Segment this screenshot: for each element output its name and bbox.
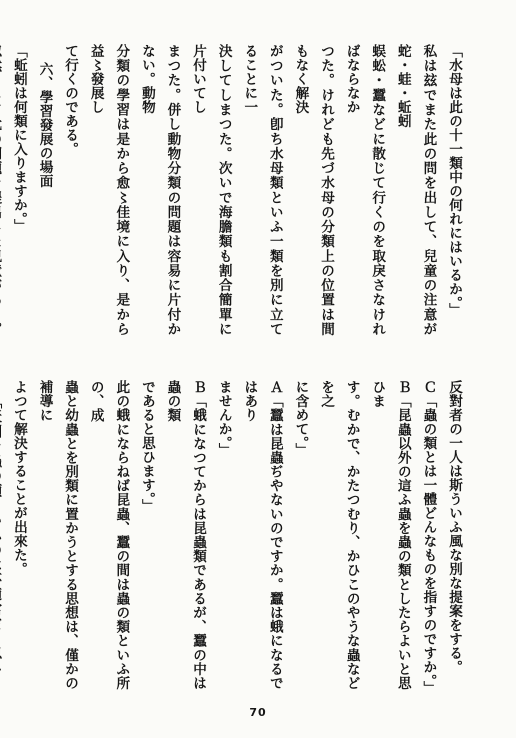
text-line: 蜈蚣・蠶などに散じて行くのを取戾さなければならなか <box>343 44 386 336</box>
page-number: 70 <box>249 706 267 719</box>
text-line: 「水母は此の十一類中の何れにはいるか。」 <box>446 44 462 318</box>
text-line: Ｂ「昆蟲以外の這ふ蟲を蟲の類としたらよいと思ひま <box>369 380 411 690</box>
section-heading: 六、學習發展の場面 <box>36 62 53 188</box>
lower-text-block <box>10 380 466 696</box>
text-line: 蟲と幼蟲とを別類に置かうとする思想は、僅かの補導に <box>36 380 79 690</box>
text-line: 此の蛾にならねば昆蟲、蠶の間は蟲の類といふ所の、成 <box>87 380 130 690</box>
text-line: 分類の學習は是から愈〻佳境に入り、是から益〻發展し <box>87 44 130 336</box>
text-line: 私は玆でまた此の問を出して、兒童の注意が蛇・蛙・蚯蚓 <box>394 44 437 336</box>
text-line: に含めて。」 <box>292 380 309 458</box>
upper-text-block <box>10 44 466 336</box>
text-line: 「蚯蚓は何類に入りますか。」 <box>10 44 27 234</box>
text-line: よつて解決することが出來た。 <box>10 380 27 576</box>
text-line: であると思ひます。」 <box>138 380 155 514</box>
text-line: Ａ「蠶は昆蟲ぢやないのですか。蠶は蛾になるではあり <box>241 380 283 690</box>
text-line: 反對者の一人は斯ういふ風な別な提案をする。 <box>446 380 462 674</box>
text-line <box>0 44 5 336</box>
text-line: がついた。卽ち水母類といふ一類を別に立てることに一 <box>241 44 283 336</box>
text-line: 決してしまつた。次いで海膽類も割合簡單に片付いてし <box>190 44 232 336</box>
text-line: ませんか。」 <box>215 380 232 458</box>
text-line: Ｃ「蟲の類とは一體どんなものを指すのですか。」 <box>420 380 437 696</box>
text-line: まつた。併し動物分類の問題は容易に片付かない。動物 <box>138 44 181 336</box>
text-line: す。むかで、かたつむり、かひこのやうな蟲などを之 <box>318 380 360 690</box>
text-line: て行くのである。 <box>62 44 79 156</box>
text-line: Ｂ「蛾になつてからは昆蟲類であるが、蠶の中は蟲の類 <box>164 380 207 690</box>
text-line: つた。けれども先づ水母の分類上の位置は間もなく解決 <box>292 44 335 336</box>
text-line <box>0 380 5 690</box>
